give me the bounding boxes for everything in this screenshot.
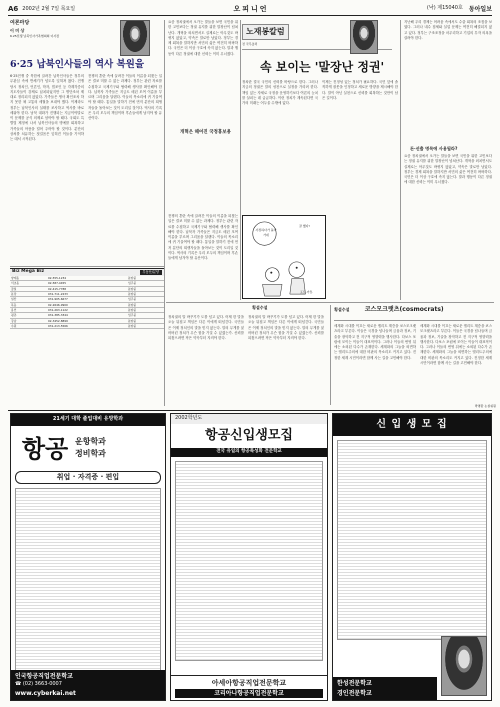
ticker-cell: 일산 <box>10 297 47 302</box>
issue-date: 2002년 2월 7일 목요일 <box>22 5 76 12</box>
ad1-footer <box>11 670 165 700</box>
cosmocrat-header <box>334 305 494 321</box>
ticker-cell: 분양중 <box>127 318 164 323</box>
columnist-desc: 전 국무총리 <box>242 42 258 47</box>
ad3-title: 신 입 생 모 집 <box>333 414 491 436</box>
right-subhead: 돈·선출 명목에 사용될라? <box>410 146 458 151</box>
ticker-cell: 031-385-3344 <box>47 313 127 318</box>
ad1-pills: 취업 · 자격증 · 편입 <box>15 471 161 484</box>
ticker-cell: 02-555-1234 <box>47 276 127 281</box>
ad1-subtitle-2: 정비학과 <box>75 449 106 459</box>
ticker-cell: 분양중 <box>127 302 164 307</box>
ad-section-divider <box>8 410 492 411</box>
column-body-right: 전쟁의 혼란 속에 끌려간 이들의 이름을 되찾는 일은 결코 미룰 수 없는 과제다. 정부는 관련 자료를 수집하고 국제기구와 협력해 생사를 확인해야 한다. 납북자 가족들은 지금도 매년 모여 이름을 부르며 그리움을 달랜다. 이들의 목소리에 귀 기울여야 할 때다. 통일을 말하기 전에 먼저 분단의 희생자들을 돌아보는 것이 도리일 것이다. 역사의 기록은 우리 모두의 책임이며 후손들에게 남겨야 할 유산이다. <box>88 74 162 121</box>
right-top-body: 지난해 우리 경제는 어려움 속에서도 수출 회복의 조짐을 보였다. 그러나 내수 침체와 실업 문제는 여전히 해결되지 않고 있다. 정부는 구조조정을 마무리하고 기업의 투자 의욕을 살려야 한다. <box>404 20 492 40</box>
ticker-cell: 분양중 <box>127 323 164 328</box>
ad2-banner: 2002학년도 <box>171 414 327 424</box>
ticker-cell: 입주중 <box>127 313 164 318</box>
ticker-table <box>10 276 164 329</box>
middle-subhead: 개혁은 헤어진 국정홍보용 <box>180 130 231 135</box>
author-photo <box>120 20 150 56</box>
ticker-row <box>10 323 164 328</box>
ticker-cell: 목동 <box>10 302 47 307</box>
ad2-details-table <box>175 461 323 661</box>
opinion-forum-header <box>10 20 84 39</box>
columnist-photo <box>350 20 378 54</box>
column-tag: 노재봉칼럼 <box>242 24 289 40</box>
ticker-cell: 강남 <box>10 318 47 323</box>
ticker-cell: 잠실 <box>10 286 47 291</box>
ticker-cell: 02-3452-8899 <box>47 318 127 323</box>
ticker-subtitle: 부동산/분양 <box>140 270 162 275</box>
author-name: 이 미 상 <box>10 27 25 33</box>
ticker-cell: 031-905-6677 <box>47 297 127 302</box>
middle-column-bottom: 전쟁의 혼란 속에 끌려간 이들의 이름을 되찾는 일은 결코 미룰 수 없는 과제다. 정부는 관련 자료를 수집하고 국제기구와 협력해 생사를 확인해야 한다. 납북자 가족들은 지금도 매년 모여 이름을 부르며 그리움을 달랜다. 이들의 목소리에 귀 기울여야 할 때다. 통일을 말하기 전에 먼저 분단의 희생자들을 돌아보는 것이 도리일 것이다. 역사의 기록은 우리 모두의 책임이며 후손들에게 남겨야 할 유산이다. <box>168 214 238 261</box>
cosmocrat-author: 박명환 논설위원 <box>474 404 496 408</box>
ad3-school: 한성전문학교 <box>337 680 372 688</box>
ticker-cell: 031-263-1122 <box>47 307 127 312</box>
ticker-cell: 입주중 <box>127 281 164 286</box>
cosmocrat-body-right: 세계화 시대를 이끄는 새로운 엘리트 계층을 코스모크랫츠라고 부른다. 이들은 국경을 넘나들며 금융과 정보, 기술을 장악하고 전 지구적 영향력을 행사한다. 다보스 포럼에 모이는 이들이 대표적이다. 그러나 이들의 번영 뒤에는 소외된 다수가 존재한다. 세계화의 그늘을 외면하는 엘리트주의에 대한 비판의 목소리도 커지고 있다. 진정한 세계 시민이라면 함께 사는 길을 고민해야 한다. <box>420 324 492 365</box>
ticker-cell: 용인 <box>10 307 47 312</box>
section-title: 오피니언 <box>233 5 269 14</box>
editorial-cartoon <box>242 215 326 299</box>
ticker-cell: 02-415-7788 <box>47 286 127 291</box>
cosmocrat-tag: 횡설수설 <box>334 307 350 312</box>
ad3-footer <box>333 677 437 700</box>
ad1-phone: ☎ (02) 3663-0007 <box>15 680 62 687</box>
ticker-cell: 수원 <box>10 323 47 328</box>
ticker-cell: 분양중 <box>127 276 164 281</box>
ticker-cell: 평촌 <box>10 313 47 318</box>
column-divider <box>240 20 241 300</box>
ticker-cell: 031-711-2233 <box>47 291 127 296</box>
ticker-title: Biz Mega Biz <box>12 269 45 274</box>
ticker-cell: 분당 <box>10 291 47 296</box>
cartoon-caption: 포토·카툰 <box>300 290 313 294</box>
ticker-cell: 분양중 <box>127 307 164 312</box>
ad1-title: 항공 <box>21 433 69 463</box>
newspaper-brand: 동아일보 <box>468 5 492 13</box>
right-mid-body: 요즘 정치권에서 오가는 말들을 보면 국민을 위한 고민보다는 정권 유지를 위한 말장난이 넘쳐난다. 개혁을 외치면서도 실제로는 아무것도 바뀌지 않았고, 약속은 말로만 남았다. 정부는 경제 회복을 말하지만 서민의 삶은 여전히 팍팍하다. 국민은 더 이상 구호에 속지 않는다. 말과 행동이 다른 정권에 대한 신뢰는 이미 무너졌다. <box>404 154 492 185</box>
noh-body-left: 정치란 결국 국민의 신뢰를 바탕으로 한다. 그러나 지금의 정권은 말의 성찬으로 실정을 가리려 한다. 책임 있는 자세로 국정을 운영하기보다 여론의 눈치를 살피는 데 급급하다. 이런 정치가 계속된다면 국가의 미래는 어두울 수밖에 없다. <box>242 80 318 106</box>
column-body-left: 6·25전쟁 중 북한에 끌려간 납북인사들은 정부의 무관심 속에 반세기가 넘도록 잊혀져 왔다. 전쟁 당시 정치인, 언론인, 학자, 법조인 등 각계각층의 지도자들이 강제로 납치되었지만 그 명단조차 제대로 정리되지 않았다. 가족들은 생사 확인조차 하지 못한 채 고통의 세월을 보내야 했다. 이제라도 정부는 납북인사의 실태를 조사하고 역사를 바로 세워야 한다. 남북 대화가 진행되는 지금이야말로 이 문제를 공식 의제로 삼아야 할 때다. 국회도 특별법 제정에 나서 납북인사들의 명예를 회복하고 가족들의 아픔을 덜어 주어야 할 것이다. 분단의 상처를 치유하는 첫걸음은 잊혀진 이들을 기억하는 데서 시작된다. <box>10 74 84 142</box>
bottom-mid-tag: 횡설수설 <box>252 305 268 310</box>
noh-body-right: 이제는 진정성 있는 정치가 필요하다. 국민 앞에 솔직하게 잘못을 인정하고 새로운 방향을 제시해야 한다. 말이 아닌 실천으로 신뢰를 회복하는 것만이 남은 길이다. <box>322 80 398 100</box>
ticker-cell: 02-587-4455 <box>47 281 127 286</box>
column-divider <box>400 20 401 300</box>
ad2-school: 아세아항공직업전문학교 <box>211 678 287 687</box>
ad1-url[interactable]: www.cyberkai.net <box>15 689 76 697</box>
ticker-cell: 분양중 <box>127 286 164 291</box>
ticker-cell: 입주중 <box>127 297 164 302</box>
column-divider <box>164 20 165 406</box>
bottom-mid-body-left: 정치권의 말 바꾸기가 도를 넘고 있다. 어제 한 말을 오늘 뒤집고 책임은 다른 이에게 떠넘긴다. 국민들은 이제 정치인의 말을 믿지 않는다. 말의 무게를 잃어버린 정치가 무슨 힘을 가질 수 있겠는가. 신뢰를 되찾으려면 작은 약속부터 지켜야 한다. <box>168 315 244 341</box>
ad2-school-2: 코리아나항공직업전문학교 <box>175 689 323 698</box>
ad3-details-table <box>337 440 487 640</box>
section-tag: 여론마당 <box>10 20 30 26</box>
ad2-sub: 전국 유일의 항공특성화 전문학교 <box>171 448 327 457</box>
column-headline: 6·25 납북인사들의 역사 복원을 <box>10 59 145 70</box>
page-number: A6 <box>8 5 19 14</box>
masthead <box>8 4 492 16</box>
ad2-title: 항공신입생모집 <box>205 427 293 443</box>
ad2-footer <box>171 675 327 700</box>
horizontal-divider <box>166 302 494 303</box>
ticker-cell: 서초동 <box>10 281 47 286</box>
ad1-banner: 21세기 대학 졸업대비 유망학과 <box>11 414 165 426</box>
ticker-cell: 031-213-5566 <box>47 323 127 328</box>
cartoon-bubble-1: 사정하다가 돌아가네 <box>255 228 277 237</box>
horizontal-divider <box>10 266 164 267</box>
issue-number: (낙) 제15040호 <box>426 4 463 11</box>
bottom-mid-body-right: 정치권의 말 바꾸기가 도를 넘고 있다. 어제 한 말을 오늘 뒤집고 책임은 다른 이에게 떠넘긴다. 국민들은 이제 정치인의 말을 믿지 않는다. 말의 무게를 잃어버린 정치가 무슨 힘을 가질 수 있겠는가. 신뢰를 되찾으려면 작은 약속부터 지켜야 한다. <box>248 315 324 341</box>
biz-ticker <box>10 268 164 406</box>
ad1-details-table <box>15 488 161 674</box>
ad3-photo <box>441 636 487 696</box>
noh-headline: 속 보이는 '말장난 정권' <box>260 60 385 74</box>
cartoon-bubble-2: 잘 했다! <box>299 224 310 228</box>
ad-new-students[interactable] <box>332 413 492 701</box>
ticker-cell: 02-2646-9900 <box>47 302 127 307</box>
ticker-cell: 양재동 <box>10 276 47 281</box>
cosmocrat-title: 코스모크랫츠(cosmocrats) <box>364 306 444 313</box>
ad-aviation-school-2[interactable] <box>170 413 328 701</box>
column-divider <box>330 305 331 405</box>
ad1-subtitle-1: 운항학과 <box>75 436 106 446</box>
ad3-school-2: 경인전문학교 <box>337 689 372 697</box>
middle-column-top: 요즘 정치권에서 오가는 말들을 보면 국민을 위한 고민보다는 정권 유지를 위한 말장난이 넘쳐난다. 개혁을 외치면서도 실제로는 아무것도 바뀌지 않았고, 약속은 말로만 남았다. 정부는 경제 회복을 말하지만 서민의 삶은 여전히 팍팍하다. 국민은 더 이상 구호에 속지 않는다. 말과 행동이 다른 정권에 대한 신뢰는 이미 무너졌다. <box>168 20 238 56</box>
ticker-cell: 분양중 <box>127 291 164 296</box>
cosmocrat-body-left: 세계화 시대를 이끄는 새로운 엘리트 계층을 코스모크랫츠라고 부른다. 이들은 국경을 넘나들며 금융과 정보, 기술을 장악하고 전 지구적 영향력을 행사한다. 다보스 포럼에 모이는 이들이 대표적이다. 그러나 이들의 번영 뒤에는 소외된 다수가 존재한다. 세계화의 그늘을 외면하는 엘리트주의에 대한 비판의 목소리도 커지고 있다. 진정한 세계 시민이라면 함께 사는 길을 고민해야 한다. <box>334 324 416 360</box>
author-description: 6·25전쟁 납북인사가족협의회 이사장 <box>10 33 60 38</box>
ad1-school: 인국항공직업전문학교 <box>15 672 73 680</box>
ad-aviation-school-1[interactable] <box>10 413 166 701</box>
